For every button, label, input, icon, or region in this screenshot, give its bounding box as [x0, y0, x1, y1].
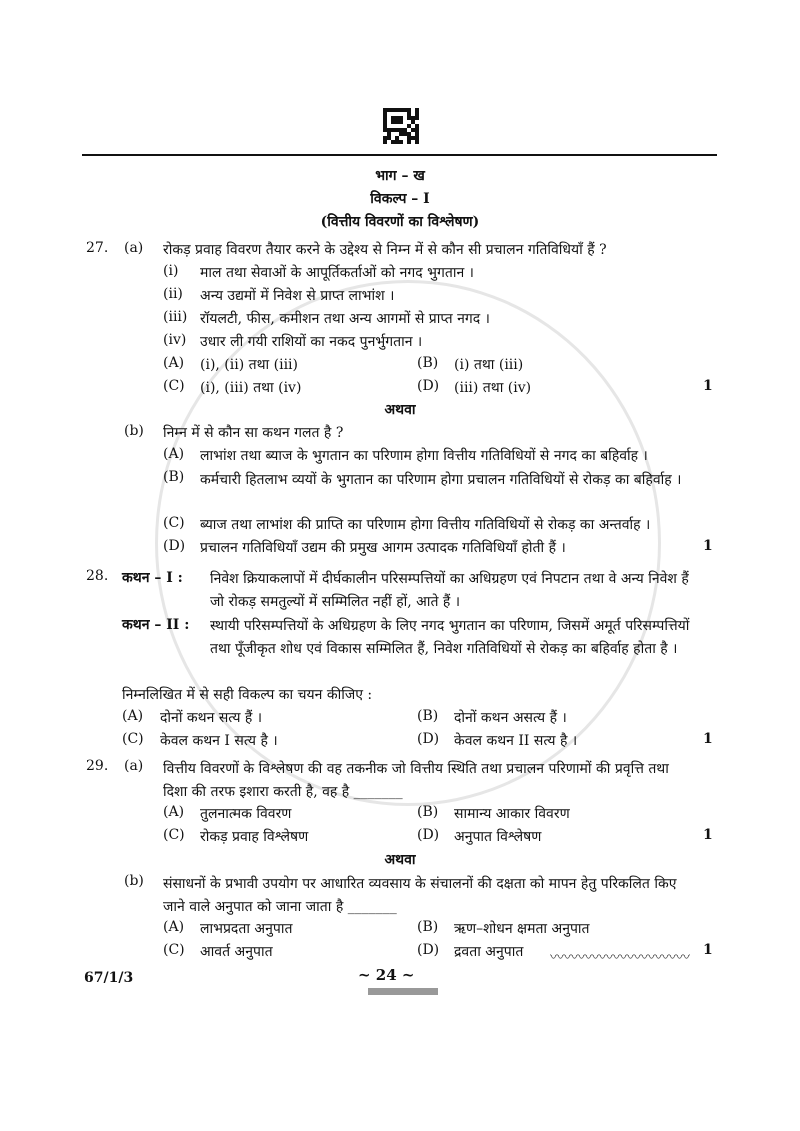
- option-text: अनुपात विश्लेषण: [454, 829, 542, 845]
- item-number: (i): [163, 263, 179, 279]
- option-label: (A): [163, 804, 185, 820]
- item-number: (iv): [163, 332, 187, 348]
- item-number: (iii): [163, 309, 188, 325]
- question-number: 29.: [86, 758, 109, 774]
- part-label: (b): [124, 423, 144, 439]
- option-label: (C): [163, 515, 185, 531]
- question-text: रोकड़ प्रवाह विवरण तैयार करने के उद्देश्य से निम्न में से कौन सी प्रचालन गतिविधियाँ हैं ?: [163, 242, 607, 258]
- part-label: (a): [124, 758, 144, 774]
- wavy-line-icon: 〰〰〰〰〰〰〰〰〰〰: [550, 950, 690, 966]
- option-label: (B): [417, 708, 439, 724]
- statement-label: कथन – I :: [122, 570, 183, 586]
- option-label: (A): [163, 355, 185, 371]
- option-text: ब्याज तथा लाभांश की प्राप्ति का परिणाम होगा वित्तीय गतिविधियों से रोकड़ का अन्तर्वाह ।: [200, 517, 651, 533]
- marks: 1: [703, 378, 713, 394]
- part-label: (a): [124, 240, 144, 256]
- option-text: लाभप्रदता अनुपात: [200, 921, 293, 937]
- part-label: (b): [124, 873, 144, 889]
- question-text: वित्तीय विवरणों के विश्लेषण की वह तकनीक जो वित्तीय स्थिति तथा प्रचालन परिणामों की प्रवृत्ति तथा दिशा की तरफ इशारा करती है, वह है _______: [163, 761, 669, 800]
- option-label: (B): [163, 469, 185, 485]
- marks: 1: [703, 827, 713, 843]
- option-label: (C): [163, 942, 185, 958]
- option-label: (C): [122, 731, 144, 747]
- option-text: (i), (ii) तथा (iii): [200, 357, 298, 373]
- option-label: (D): [417, 827, 440, 843]
- option-text: तुलनात्मक विवरण: [200, 806, 292, 822]
- statement-label: कथन – II :: [122, 617, 190, 633]
- or-divider: अथवा: [384, 852, 416, 868]
- item-number: (ii): [163, 286, 183, 302]
- page-number: ~ 24 ~: [358, 966, 415, 984]
- page-number-bar: [368, 988, 438, 995]
- option-text: (i), (iii) तथा (iv): [200, 380, 302, 396]
- qr-code-icon: [383, 108, 419, 146]
- option-label: (B): [417, 804, 439, 820]
- option-label: (D): [417, 378, 440, 394]
- option-text: आवर्त अनुपात: [200, 944, 273, 960]
- option-label: (B): [417, 355, 439, 371]
- option-label: (C): [163, 827, 185, 843]
- option-label: (D): [163, 538, 186, 554]
- option-label: (D): [417, 731, 440, 747]
- option-text: ऋण–शोधन क्षमता अनुपात: [454, 921, 590, 937]
- option-label: (B): [417, 919, 439, 935]
- question-text: निम्न में से कौन सा कथन गलत है ?: [163, 425, 344, 441]
- part-heading: भाग – ख: [375, 168, 425, 184]
- marks: 1: [703, 731, 713, 747]
- option-text: सामान्य आकार विवरण: [454, 806, 570, 822]
- item-text: उधार ली गयी राशियों का नकद पुनर्भुगतान ।: [200, 334, 423, 350]
- option-text: लाभांश तथा ब्याज के भुगतान का परिणाम होगा वित्तीय गतिविधियों से नगद का बहिर्वाह ।: [200, 448, 648, 464]
- option-label: (A): [163, 919, 185, 935]
- option-label: (D): [417, 942, 440, 958]
- option-label: (A): [163, 446, 185, 462]
- statement-text: स्थायी परिसम्पत्तियों के अधिग्रहण के लिए नगद भुगतान का परिणाम, जिसमें अमूर्त परिसम्पत्तियों तथा पूँजीकृत शोध एवं विकास सम्मिलित हैं, निवेश गतिविधियों से रोकड़ का बहिर्वाह होता है ।: [210, 618, 690, 657]
- paper-code: 67/1/3: [84, 970, 134, 986]
- statement-text: निवेश क्रियाकलापों में दीर्घकालीन परिसम्पत्तियों का अधिग्रहण एवं निपटान तथा वे अन्य निवेश हैं जो रोकड़ समतुल्यों में सम्मिलित नहीं हों, आते हैं ।: [210, 571, 689, 610]
- option-text: रोकड़ प्रवाह विश्लेषण: [200, 829, 309, 845]
- instruction-text: निम्नलिखित में से सही विकल्प का चयन कीजिए :: [122, 687, 373, 703]
- or-divider: अथवा: [384, 402, 416, 418]
- option-heading: विकल्प – I: [370, 191, 430, 207]
- marks: 1: [703, 942, 713, 958]
- question-text: संसाधनों के प्रभावी उपयोग पर आधारित व्यवसाय के संचालनों की दक्षता को मापन हेतु परिकलित किए जाने वाले अनुपात को जाना जाता है _______: [163, 876, 677, 915]
- item-text: अन्य उद्यमों में निवेश से प्राप्त लाभांश ।: [200, 288, 395, 304]
- option-text: (i) तथा (iii): [454, 357, 524, 373]
- question-number: 27.: [86, 240, 109, 256]
- option-label: (A): [122, 708, 144, 724]
- option-text: दोनों कथन सत्य हैं ।: [160, 710, 263, 726]
- option-text: केवल कथन I सत्य है ।: [160, 733, 278, 749]
- item-text: माल तथा सेवाओं के आपूर्तिकर्ताओं को नगद भुगतान ।: [200, 265, 474, 281]
- option-text: द्रवता अनुपात: [454, 944, 524, 960]
- option-text: कर्मचारी हितलाभ व्ययों के भुगतान का परिणाम होगा प्रचालन गतिविधियों से रोकड़ का बहिर्वाह ।: [200, 472, 682, 488]
- item-text: रॉयलटी, फीस, कमीशन तथा अन्य आगमों से प्राप्त नगद ।: [200, 311, 490, 327]
- option-text: केवल कथन II सत्य है ।: [454, 733, 578, 749]
- option-label: (C): [163, 378, 185, 394]
- option-text: दोनों कथन असत्य हैं ।: [454, 710, 567, 726]
- marks: 1: [703, 538, 713, 554]
- question-number: 28.: [86, 568, 109, 584]
- section-subtitle: (वित्तीय विवरणों का विश्लेषण): [320, 214, 480, 230]
- option-text: प्रचालन गतिविधियाँ उद्यम की प्रमुख आगम उत्पादक गतिविधियाँ होती हैं ।: [200, 540, 566, 556]
- option-text: (iii) तथा (iv): [454, 380, 532, 396]
- header-rule: [82, 154, 717, 156]
